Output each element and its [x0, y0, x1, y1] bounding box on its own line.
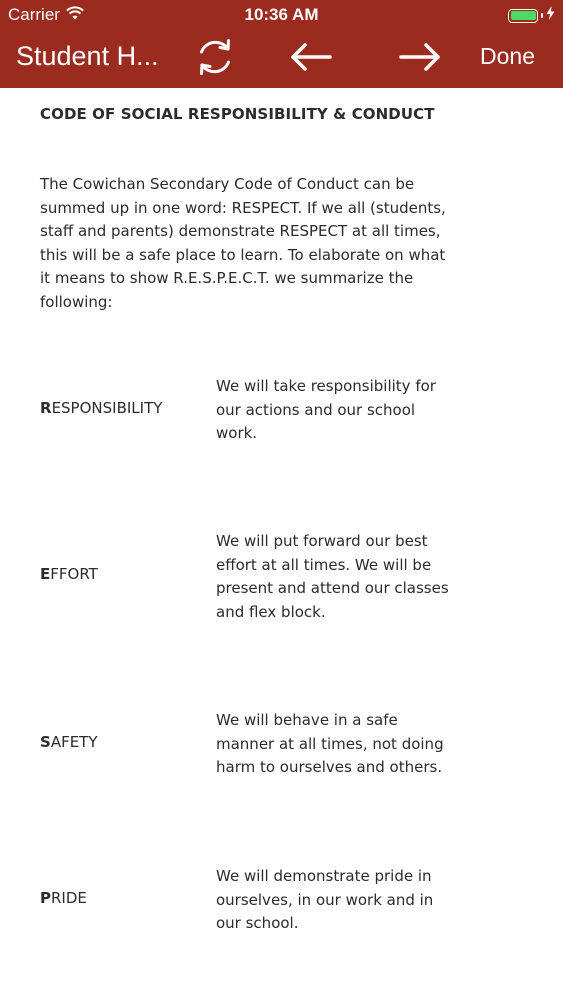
- value-description: We will put forward our best effort at all times. We will be present and attend our classes and flex block.: [216, 532, 449, 621]
- document-heading: CODE OF SOCIAL RESPONSIBILITY & CONDUCT: [40, 105, 435, 123]
- value-description: We will behave in a safe manner at all times, not doing harm to ourselves and others.: [216, 711, 444, 776]
- nav-title: Student H...: [16, 41, 159, 71]
- value-initial: E: [40, 565, 51, 583]
- value-initial: S: [40, 733, 51, 751]
- value-name: [40, 889, 87, 907]
- refresh-icon: [193, 35, 237, 84]
- value-name: [40, 565, 98, 583]
- charging-bolt-icon: [546, 6, 555, 25]
- done-button[interactable]: Done: [480, 43, 535, 69]
- value-description: We will demonstrate pride in ourselves, in our work and in our school.: [216, 867, 434, 932]
- value-name: [40, 399, 162, 417]
- arrow-right-icon: [398, 35, 442, 84]
- value-initial: R: [40, 399, 52, 417]
- battery-icon: [508, 9, 538, 23]
- value-initial: P: [40, 889, 51, 907]
- battery-indicator: [508, 6, 555, 25]
- forward-button[interactable]: [397, 36, 443, 82]
- arrow-left-icon: [289, 35, 333, 84]
- carrier-label: Carrier: [8, 5, 60, 24]
- clock: 10:36 AM: [244, 5, 319, 24]
- status-bar: [0, 0, 563, 30]
- back-button[interactable]: [288, 36, 334, 82]
- navigation-bar: [0, 30, 563, 88]
- refresh-button[interactable]: [192, 36, 238, 82]
- value-rest: ESPONSIBILITY: [51, 399, 163, 417]
- value-description: We will take responsibility for our actions and our school work.: [216, 377, 436, 442]
- battery-tip: [541, 13, 543, 18]
- battery-fill: [511, 11, 536, 20]
- value-name: [40, 733, 98, 751]
- value-rest: RIDE: [51, 889, 87, 907]
- intro-paragraph: The Cowichan Secondary Code of Conduct can be summed up in one word: RESPECT. If we all (students, staff and parents) demonstrate RESPECT at all times, this will be a safe place to learn. To elaborate on what it means to show R.E.S.P.E.C.T. we summarize the following:: [40, 175, 446, 311]
- value-rest: AFETY: [50, 733, 98, 751]
- value-rest: FFORT: [50, 565, 98, 583]
